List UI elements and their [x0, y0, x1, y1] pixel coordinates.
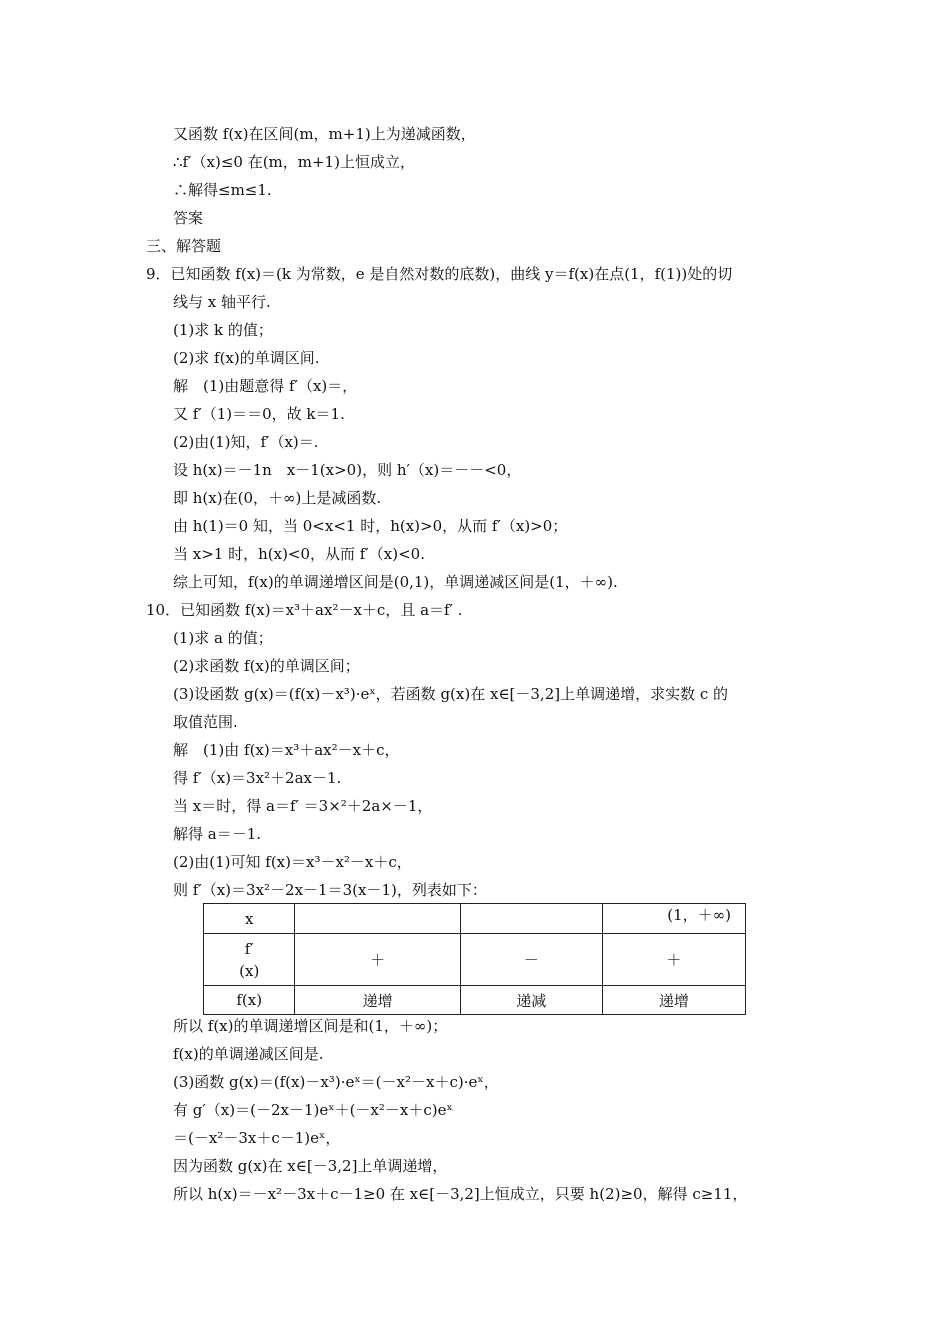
text-line: 因为函数 g(x)在 x∈[－3,2]上单调递增， — [173, 1157, 448, 1175]
text-line: 线与 x 轴平行. — [173, 293, 271, 311]
table-row — [204, 934, 746, 986]
text-line: 解 (1)由 f(x)＝x³＋ax²－x＋c， — [173, 741, 400, 759]
text-line: 得 f′（x)＝3x²＋2ax－1. — [173, 769, 342, 787]
text-line: 设 h(x)＝－1n x－1(x>0)，则 h′（x)＝－－<0， — [173, 461, 522, 479]
table-cell — [295, 904, 460, 934]
derivative-label-bottom: (x) — [239, 961, 260, 980]
section-heading: 三、解答题 — [146, 237, 222, 255]
text-line: 解得 a＝－1. — [173, 825, 262, 843]
text-line: (2)求 f(x)的单调区间. — [173, 349, 320, 367]
text-line: 当 x>1 时，h(x)<0，从而 f′（x)<0. — [173, 545, 425, 563]
text-line: 解 (1)由题意得 f′（x)＝， — [173, 377, 358, 395]
monotonicity-table — [203, 903, 746, 1015]
table-cell: (1，＋∞) — [602, 904, 745, 934]
table-cell: ＋ — [602, 934, 745, 986]
text-line: (1)求 a 的值； — [173, 629, 273, 647]
text-line: 当 x＝时，得 a＝f′ ＝3×²＋2a×－1， — [173, 797, 433, 815]
text-line: 取值范围. — [173, 713, 238, 731]
table-cell: f(x) — [204, 986, 295, 1015]
text-line: (1)求 k 的值； — [173, 321, 273, 339]
table-cell: － — [460, 934, 602, 986]
table-cell — [460, 904, 602, 934]
table-cell: 递减 — [460, 986, 602, 1015]
text-line: (2)由(1)可知 f(x)＝x³－x²－x＋c， — [173, 853, 412, 871]
text-line: (2)由(1)知，f′（x)＝. — [173, 433, 319, 451]
text-line: 综上可知，f(x)的单调递增区间是(0,1)，单调递减区间是(1，＋∞). — [173, 573, 618, 591]
problem-10-statement: 10．已知函数 f(x)＝x³＋ax²－x＋c，且 a＝f′ . — [146, 601, 463, 619]
text-line: 又函数 f(x)在区间(m，m+1)上为递减函数， — [173, 125, 476, 143]
text-line: (3)设函数 g(x)＝(f(x)－x³)·eˣ，若函数 g(x)在 x∈[－3,2]上单调递增，求实数 c 的 — [173, 685, 729, 703]
table-cell: ＋ — [295, 934, 460, 986]
table-cell: 递增 — [602, 986, 745, 1015]
text-line: 有 g′（x)＝(－2x－1)eˣ＋(－x²－x＋c)eˣ — [173, 1101, 453, 1119]
text-line: 由 h(1)＝0 知，当 0<x<1 时，h(x)>0，从而 f′（x)>0； — [173, 517, 568, 535]
table-row — [204, 904, 746, 934]
text-line: ∴f′（x)≤0 在(m，m+1)上恒成立， — [173, 153, 415, 171]
table-cell — [204, 934, 295, 986]
text-line: (3)函数 g(x)＝(f(x)－x³)·eˣ＝(－x²－x＋c)·eˣ， — [173, 1073, 499, 1091]
table-cell: 递增 — [295, 986, 460, 1015]
text-line: (2)求函数 f(x)的单调区间； — [173, 657, 360, 675]
text-line: 所以 f(x)的单调递增区间是和(1，＋∞)； — [173, 1017, 448, 1035]
table-cell: x — [204, 904, 295, 934]
table-row — [204, 986, 746, 1015]
text-line: 则 f′（x)＝3x²－2x－1＝3(x－1)，列表如下： — [173, 881, 487, 899]
text-line: 即 h(x)在(0，＋∞)上是减函数. — [173, 489, 382, 507]
text-line: ＝(－x²－3x＋c－1)eˣ， — [173, 1129, 341, 1147]
derivative-label-top: f′ — [244, 939, 254, 958]
text-line: 又 f′（1)＝＝0，故 k＝1. — [173, 405, 345, 423]
text-line: 所以 h(x)＝－x²－3x＋c－1≥0 在 x∈[－3,2]上恒成立，只要 h(2)≥0，解得 c≥11， — [173, 1185, 748, 1203]
text-line: f(x)的单调递减区间是. — [173, 1045, 324, 1063]
problem-9-statement: 9．已知函数 f(x)＝(k 为常数，e 是自然对数的底数)，曲线 y＝f(x)在点(1，f(1))处的切 — [146, 265, 733, 283]
text-line: ∴解得≤m≤1. — [173, 181, 272, 199]
derivative-label — [239, 938, 259, 982]
text-line: 答案 — [173, 209, 204, 227]
